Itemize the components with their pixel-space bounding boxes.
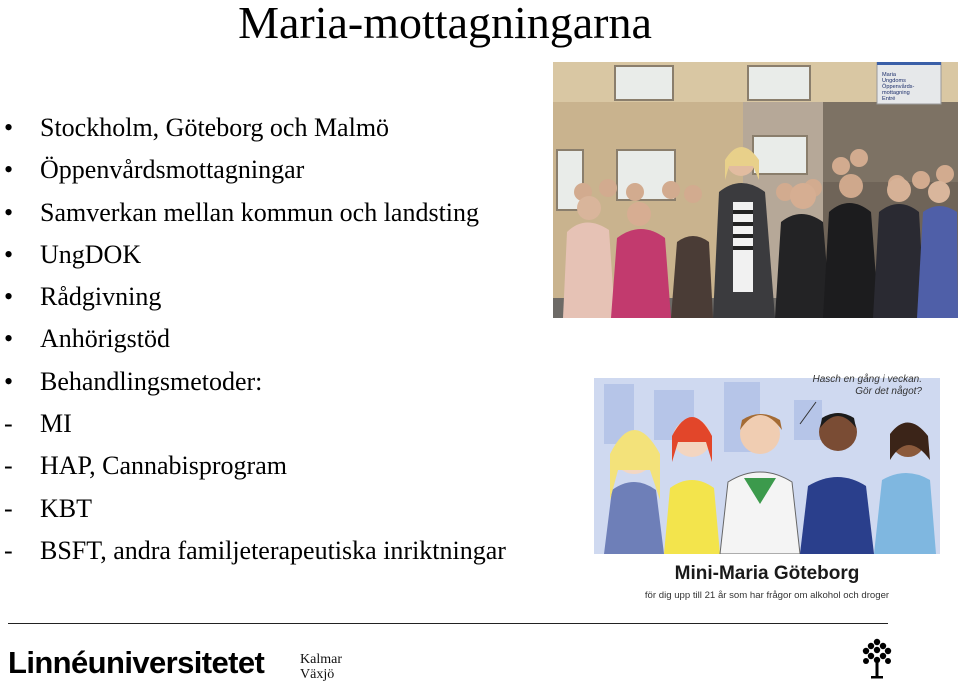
dash-marker: -	[4, 493, 13, 523]
sign-line: mottagning	[882, 90, 910, 96]
university-logo: Linnéuniversitetet	[8, 645, 265, 680]
group-photo	[553, 62, 958, 318]
bullet-text: KBT	[40, 493, 92, 523]
bullet-marker: •	[4, 113, 14, 142]
sign-line: Öppenvårds-	[882, 84, 915, 90]
bullet-text: HAP, Cannabisprogram	[40, 451, 287, 481]
bullet-text: Anhörigstöd	[40, 324, 170, 354]
bullet-text: Rådgivning	[40, 282, 162, 312]
sign-line: Entré	[882, 96, 896, 102]
list-item	[0, 321, 580, 363]
mini-maria-title: Mini-Maria Göteborg	[674, 563, 860, 584]
bullet-marker: •	[4, 282, 14, 312]
list-item	[0, 406, 580, 448]
bullet-marker: •	[4, 366, 14, 396]
bubble-line: Hasch en gång i veckan.	[812, 374, 922, 385]
list-item	[0, 237, 580, 279]
dash-marker: -	[4, 451, 13, 481]
list-item	[0, 279, 580, 321]
sign-line: Ungdoms	[882, 78, 906, 84]
list-item	[0, 195, 580, 237]
campus-names	[300, 652, 342, 682]
bullet-text: UngDOK	[40, 239, 142, 269]
campus-kalmar: Kalmar	[300, 652, 342, 667]
mini-maria-illustration	[594, 370, 940, 614]
dash-marker: -	[4, 409, 13, 439]
list-item	[0, 364, 580, 406]
bullet-text: Samverkan mellan kommun och landsting	[40, 197, 480, 227]
list-item	[0, 491, 580, 533]
speech-bubble	[812, 374, 922, 398]
bullet-text: Öppenvårdsmottagningar	[40, 155, 305, 185]
list-item	[0, 448, 580, 490]
list-item	[0, 533, 580, 575]
slide-title: Maria-mottagningarna	[238, 0, 652, 48]
bubble-line: Gör det något?	[855, 386, 922, 397]
sign-line: Maria	[882, 72, 896, 78]
bullet-marker: •	[4, 197, 14, 227]
bullet-text: Behandlingsmetoder:	[40, 366, 263, 396]
dash-marker: -	[4, 535, 13, 565]
list-item	[0, 110, 580, 152]
list-item	[0, 152, 580, 194]
bullet-marker: •	[4, 155, 14, 185]
tree-logo-icon	[862, 637, 892, 679]
bullet-list	[0, 110, 580, 575]
bullet-marker: •	[4, 324, 14, 354]
bullet-text: BSFT, andra familjeterapeutiska inriktningar	[40, 535, 506, 565]
bullet-text: MI	[40, 409, 72, 439]
footer-divider	[8, 623, 888, 624]
bullet-text: Stockholm, Göteborg och Malmö	[40, 113, 390, 142]
campus-vaxjo: Växjö	[300, 667, 335, 682]
bullet-marker: •	[4, 239, 14, 269]
mini-maria-subtitle: för dig upp till 21 år som har frågor om alkohol och droger	[644, 590, 890, 601]
